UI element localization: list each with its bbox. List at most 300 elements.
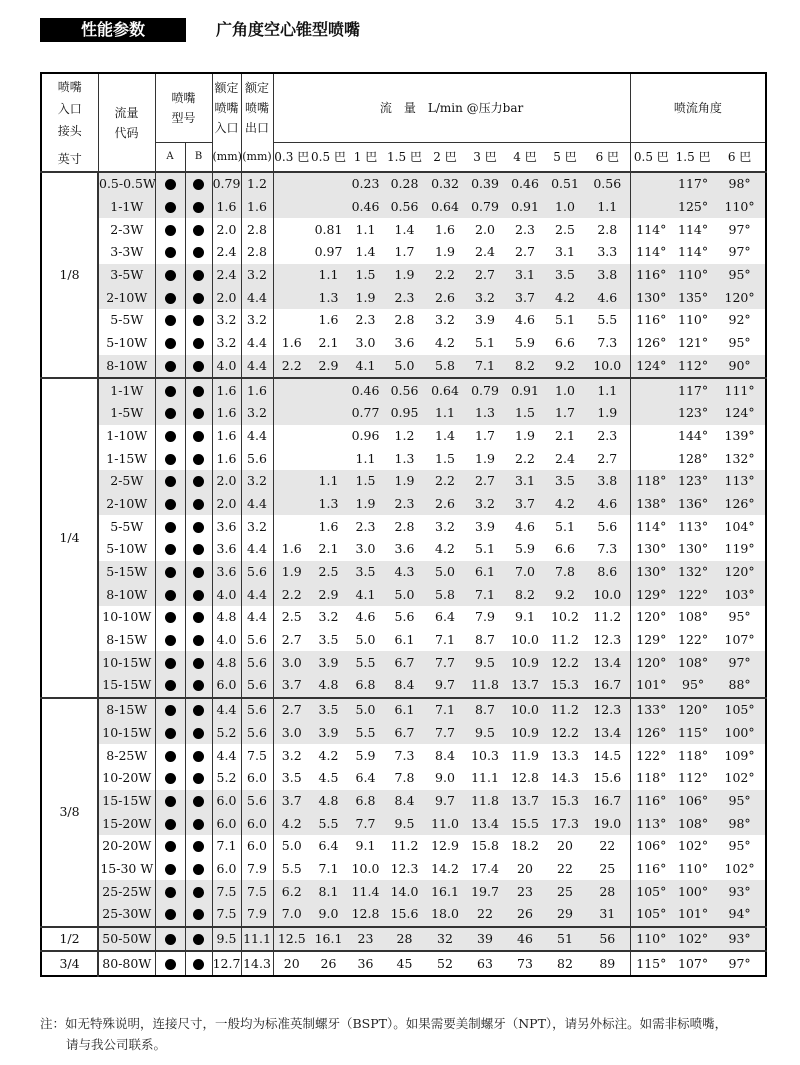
rated-outlet: 3.2	[241, 470, 273, 493]
flow-value: 1.6	[318, 312, 339, 328]
flow-value: 20	[517, 860, 533, 876]
flow-value: 18.0	[425, 903, 465, 927]
flow-value: 10.0	[351, 860, 380, 876]
flow-value: 2.1	[318, 335, 339, 351]
flow-value: 5.0	[355, 632, 376, 648]
angle-value: 117°	[672, 172, 714, 196]
model-a-cell	[155, 515, 185, 538]
model-a-available-icon	[165, 338, 176, 349]
model-a-cell	[155, 332, 185, 355]
angle-value: 120°	[636, 609, 667, 625]
rated-outlet: 4.4	[241, 355, 273, 379]
angle-value: 130°	[630, 561, 672, 584]
rated-inlet: 4.8	[212, 606, 241, 629]
rated-outlet: 4.4	[241, 286, 273, 309]
flow-value: 5.5	[347, 722, 384, 745]
angle-value: 144°	[678, 427, 709, 443]
table-row	[41, 951, 766, 976]
angle-value: 130°	[678, 541, 709, 557]
angle-value: 111°	[714, 378, 766, 402]
flow-value: 13.7	[505, 674, 545, 698]
flow-value: 8.6	[585, 561, 630, 584]
inlet-size: 1/2	[41, 927, 98, 952]
flow-value: 1.6	[318, 518, 339, 534]
flow-value: 1.5	[347, 264, 384, 287]
flow-value: 3.7	[505, 286, 545, 309]
flow-value: 3.9	[475, 312, 495, 328]
flow-value: 3.0	[273, 651, 310, 674]
model-b-available-icon	[193, 386, 204, 397]
flow-value: 1.6	[281, 541, 302, 557]
flow-value: 11.9	[511, 747, 539, 763]
header-inlet-label: 喷嘴入口接头	[57, 79, 82, 138]
table-row	[41, 241, 766, 264]
angle-value	[630, 402, 672, 425]
flow-value: 4.8	[310, 790, 347, 813]
flow-value: 3.7	[505, 493, 545, 516]
angle-value: 132°	[672, 561, 714, 584]
angle-value: 130°	[636, 541, 667, 557]
flow-code: 2-10W	[98, 493, 155, 516]
flow-value: 9.2	[545, 355, 585, 379]
flow-value: 7.7	[425, 651, 465, 674]
rated-outlet: 4.4	[241, 425, 273, 448]
flow-value: 0.56	[585, 172, 630, 196]
rated-outlet: 6.0	[241, 835, 273, 858]
flow-value: 5.8	[425, 355, 465, 379]
rated-inlet: 4.0	[212, 629, 241, 652]
flow-code: 10-20W	[98, 767, 155, 790]
flow-value	[310, 402, 347, 425]
model-a-available-icon	[165, 959, 176, 970]
flow-value: 12.5	[273, 927, 310, 952]
flow-value: 4.2	[318, 747, 339, 763]
flow-value: 9.1	[355, 838, 376, 854]
model-a-cell	[155, 812, 185, 835]
flow-value: 3.9	[475, 518, 495, 534]
flow-value: 31	[585, 903, 630, 927]
flow-value	[310, 172, 347, 196]
model-b-available-icon	[193, 247, 204, 258]
angle-value: 110°	[630, 927, 672, 952]
rated-inlet: 7.1	[212, 835, 241, 858]
angle-value: 121°	[678, 335, 709, 351]
flow-value: 11.2	[585, 606, 630, 629]
model-a-available-icon	[165, 270, 176, 281]
rated-inlet: 4.0	[212, 583, 241, 606]
table-row	[41, 767, 766, 790]
flow-value: 4.6	[355, 609, 376, 625]
flow-value: 2.5	[281, 609, 302, 625]
angle-value: 110°	[678, 312, 709, 328]
angle-value: 125°	[672, 196, 714, 219]
flow-value: 1.7	[545, 402, 585, 425]
flow-code: 25-25W	[98, 880, 155, 903]
table-row	[41, 651, 766, 674]
flow-value: 11.8	[465, 674, 505, 698]
flow-value: 18.2	[511, 838, 539, 854]
flow-value: 1.1	[310, 264, 347, 287]
flow-value: 1.9	[347, 286, 384, 309]
model-a-available-icon	[165, 315, 176, 326]
header-rated-outlet-label: 额定喷嘴出口	[244, 81, 269, 136]
flow-value: 7.1	[425, 698, 465, 722]
angle-value: 105°	[630, 880, 672, 903]
flow-value: 1.1	[585, 196, 630, 219]
model-a-cell	[155, 402, 185, 425]
angle-value: 92°	[728, 312, 751, 328]
angle-value: 97°	[714, 951, 766, 976]
angle-value	[630, 425, 672, 448]
model-a-available-icon	[165, 680, 176, 691]
flow-value: 4.3	[384, 561, 425, 584]
rated-outlet: 7.9	[241, 903, 273, 927]
angle-value: 93°	[714, 927, 766, 952]
rated-outlet: 5.6	[241, 674, 273, 698]
angle-value: 106°	[672, 790, 714, 813]
rated-outlet: 5.6	[241, 447, 273, 470]
model-a-available-icon	[165, 408, 176, 419]
flow-value: 5.0	[384, 355, 425, 379]
rated-inlet: 4.0	[212, 355, 241, 379]
flow-value: 2.7	[585, 447, 630, 470]
angle-value: 118°	[678, 747, 709, 763]
flow-value: 7.1	[465, 355, 505, 379]
flow-value: 1.3	[310, 286, 347, 309]
flow-value: 8.2	[505, 355, 545, 379]
model-b-available-icon	[193, 270, 204, 281]
flow-value: 10.0	[511, 632, 539, 648]
angle-value: 93°	[714, 880, 766, 903]
flow-code: 5-5W	[98, 309, 155, 332]
flow-value	[310, 447, 347, 470]
flow-value: 1.7	[394, 244, 415, 260]
angle-value: 100°	[714, 722, 766, 745]
flow-value: 8.2	[505, 583, 545, 606]
flow-value: 1.0	[545, 378, 585, 402]
flow-value: 8.1	[310, 880, 347, 903]
flow-value: 1.6	[281, 335, 302, 351]
flow-code: 10-15W	[98, 651, 155, 674]
flow-value: 5.6	[585, 515, 630, 538]
flow-value: 1.6	[435, 221, 455, 237]
model-a-cell	[155, 561, 185, 584]
table-row	[41, 447, 766, 470]
model-a-cell	[155, 880, 185, 903]
flow-value: 6.2	[273, 880, 310, 903]
flow-value: 3.0	[355, 541, 376, 557]
flow-value: 15.3	[545, 790, 585, 813]
flow-value	[273, 378, 310, 402]
model-b-cell	[185, 447, 212, 470]
table-row	[41, 812, 766, 835]
flow-value: 2.7	[515, 244, 535, 260]
table-row	[41, 286, 766, 309]
flow-value: 3.5	[318, 632, 339, 648]
flow-value: 1.9	[273, 561, 310, 584]
flow-code: 15-15W	[98, 790, 155, 813]
flow-value: 2.1	[555, 427, 575, 443]
inlet-size: 1/8	[41, 172, 98, 378]
flow-value: 73	[505, 951, 545, 976]
header-model	[155, 73, 212, 143]
rated-inlet: 5.2	[212, 767, 241, 790]
flow-value: 0.96	[351, 427, 380, 443]
angle-value: 107°	[672, 951, 714, 976]
model-b-cell	[185, 264, 212, 287]
flow-value: 11.4	[347, 880, 384, 903]
angle-value: 106°	[636, 838, 667, 854]
flow-code: 10-10W	[98, 606, 155, 629]
flow-value: 3.2	[465, 286, 505, 309]
flow-value	[273, 196, 310, 219]
angle-value: 97°	[714, 651, 766, 674]
flow-value: 3.8	[585, 470, 630, 493]
model-a-cell	[155, 858, 185, 881]
angle-value: 124°	[714, 402, 766, 425]
angle-value: 116°	[630, 790, 672, 813]
flow-code: 15-15W	[98, 674, 155, 698]
model-a-available-icon	[165, 751, 176, 762]
flow-value: 10.9	[505, 722, 545, 745]
flow-value: 7.0	[273, 903, 310, 927]
flow-value: 10.0	[585, 355, 630, 379]
flow-value: 56	[585, 927, 630, 952]
angle-value: 129°	[636, 632, 667, 648]
flow-value: 4.2	[545, 286, 585, 309]
model-a-available-icon	[165, 499, 176, 510]
flow-value: 36	[347, 951, 384, 976]
flow-value: 2.7	[281, 632, 302, 648]
model-a-cell	[155, 241, 185, 264]
flow-value: 89	[585, 951, 630, 976]
flow-value: 4.6	[585, 286, 630, 309]
table-row	[41, 606, 766, 629]
rated-outlet: 4.4	[241, 583, 273, 606]
angle-value: 115°	[672, 722, 714, 745]
flow-value: 2.5	[555, 221, 575, 237]
flow-value: 20	[557, 838, 573, 854]
model-b-cell	[185, 722, 212, 745]
rated-outlet: 2.8	[241, 241, 273, 264]
flow-value: 3.2	[465, 493, 505, 516]
flow-value: 0.77	[347, 402, 384, 425]
header-pressure: 4 巴	[505, 143, 545, 173]
model-a-cell	[155, 218, 185, 241]
model-a-available-icon	[165, 658, 176, 669]
flow-value: 3.3	[585, 241, 630, 264]
model-a-available-icon	[165, 386, 176, 397]
model-a-available-icon	[165, 887, 176, 898]
angle-value: 98°	[714, 172, 766, 196]
rated-outlet: 3.2	[241, 515, 273, 538]
model-a-available-icon	[165, 705, 176, 716]
rated-outlet: 5.6	[241, 698, 273, 722]
flow-value: 5.1	[475, 541, 495, 557]
model-b-available-icon	[193, 179, 204, 190]
model-a-available-icon	[165, 841, 176, 852]
flow-value: 13.7	[505, 790, 545, 813]
angle-value: 94°	[714, 903, 766, 927]
flow-value: 17.4	[471, 860, 499, 876]
model-b-available-icon	[193, 202, 204, 213]
model-a-cell	[155, 651, 185, 674]
model-b-available-icon	[193, 499, 204, 510]
table-row	[41, 172, 766, 196]
flow-value: 6.1	[465, 561, 505, 584]
angle-value: 139°	[724, 427, 755, 443]
flow-value: 1.1	[310, 470, 347, 493]
rated-inlet: 4.8	[212, 651, 241, 674]
flow-value: 51	[545, 927, 585, 952]
flow-value: 2.4	[475, 244, 495, 260]
flow-value: 0.97	[314, 244, 343, 260]
angle-value: 138°	[630, 493, 672, 516]
table-row	[41, 332, 766, 355]
angle-value: 123°	[672, 402, 714, 425]
flow-value: 5.5	[310, 812, 347, 835]
flow-value: 0.23	[347, 172, 384, 196]
header-pressure: 3 巴	[465, 143, 505, 173]
flow-value: 2.1	[318, 541, 339, 557]
flow-value: 2.3	[355, 312, 376, 328]
flow-value: 19.0	[585, 812, 630, 835]
rated-outlet: 5.6	[241, 790, 273, 813]
model-b-available-icon	[193, 225, 204, 236]
flow-value: 5.1	[555, 518, 575, 534]
rated-inlet: 2.0	[212, 470, 241, 493]
flow-code: 5-15W	[98, 561, 155, 584]
model-b-cell	[185, 172, 212, 196]
flow-value: 3.2	[318, 609, 339, 625]
angle-value: 114°	[678, 221, 709, 237]
angle-value: 136°	[672, 493, 714, 516]
flow-value: 15.5	[505, 812, 545, 835]
performance-table	[40, 72, 767, 977]
model-a-available-icon	[165, 454, 176, 465]
flow-value: 1.1	[355, 450, 376, 466]
inlet-size: 3/4	[41, 951, 98, 976]
flow-value: 11.2	[545, 698, 585, 722]
flow-value: 0.39	[465, 172, 505, 196]
rated-outlet: 1.2	[241, 172, 273, 196]
angle-value: 113°	[714, 470, 766, 493]
model-b-cell	[185, 835, 212, 858]
flow-value	[273, 470, 310, 493]
flow-value: 2.9	[310, 355, 347, 379]
rated-inlet: 3.2	[212, 332, 241, 355]
flow-value: 11.2	[551, 632, 579, 648]
rated-inlet: 2.0	[212, 286, 241, 309]
rated-outlet: 4.4	[241, 493, 273, 516]
flow-value	[273, 172, 310, 196]
flow-value: 3.5	[310, 698, 347, 722]
model-b-available-icon	[193, 567, 204, 578]
flow-value: 0.28	[384, 172, 425, 196]
rated-inlet: 4.4	[212, 744, 241, 767]
angle-value: 95°	[728, 335, 751, 351]
model-a-available-icon	[165, 909, 176, 920]
model-b-available-icon	[193, 361, 204, 372]
flow-value: 0.32	[425, 172, 465, 196]
flow-code: 80-80W	[98, 951, 155, 976]
flow-value: 0.64	[425, 378, 465, 402]
flow-code: 8-10W	[98, 355, 155, 379]
header-rated-inlet	[212, 73, 241, 143]
flow-value: 10.0	[585, 583, 630, 606]
model-b-available-icon	[193, 751, 204, 762]
flow-value: 1.1	[585, 378, 630, 402]
angle-value: 122°	[672, 583, 714, 606]
flow-value: 7.7	[347, 812, 384, 835]
angle-value: 113°	[678, 518, 709, 534]
table-row	[41, 264, 766, 287]
flow-value	[273, 447, 310, 470]
header-inlet	[41, 73, 98, 172]
flow-value: 7.1	[435, 632, 455, 648]
angle-value: 108°	[672, 812, 714, 835]
rated-inlet: 5.2	[212, 722, 241, 745]
flow-code: 10-15W	[98, 722, 155, 745]
flow-code: 1-5W	[98, 402, 155, 425]
flow-value: 0.46	[347, 378, 384, 402]
flow-value: 6.8	[347, 790, 384, 813]
model-b-cell	[185, 606, 212, 629]
model-b-available-icon	[193, 315, 204, 326]
flow-value	[310, 196, 347, 219]
rated-inlet: 6.0	[212, 858, 241, 881]
model-a-cell	[155, 493, 185, 516]
model-a-available-icon	[165, 796, 176, 807]
flow-value: 9.1	[515, 609, 535, 625]
rated-inlet: 9.5	[212, 927, 241, 952]
flow-value: 14.3	[551, 770, 579, 786]
model-b-available-icon	[193, 887, 204, 898]
model-a-cell	[155, 722, 185, 745]
table-row	[41, 425, 766, 448]
inlet-size: 3/8	[41, 698, 98, 927]
table-row	[41, 790, 766, 813]
model-b-cell	[185, 402, 212, 425]
table-row	[41, 835, 766, 858]
table-row	[41, 674, 766, 698]
flow-value: 6.1	[384, 698, 425, 722]
flow-value: 4.5	[318, 770, 339, 786]
model-b-available-icon	[193, 522, 204, 533]
footnote-line-2: 请与我公司联系。	[66, 1037, 167, 1052]
model-b-available-icon	[193, 476, 204, 487]
flow-value: 0.46	[505, 172, 545, 196]
flow-value: 1.9	[475, 450, 495, 466]
flow-value: 5.0	[281, 838, 302, 854]
model-a-available-icon	[165, 819, 176, 830]
rated-inlet: 0.79	[212, 172, 241, 196]
angle-value: 102°	[678, 838, 709, 854]
rated-outlet: 7.9	[241, 858, 273, 881]
flow-value: 3.9	[310, 722, 347, 745]
footnote-line-1: 注：如无特殊说明，连接尺寸，一般均为标准英制螺牙（BSPT）。如果需要美制螺牙（NPT），请另外标注。如需非标喷嘴，	[40, 1016, 728, 1031]
model-b-cell	[185, 425, 212, 448]
model-a-available-icon	[165, 635, 176, 646]
flow-value: 13.4	[465, 812, 505, 835]
model-a-available-icon	[165, 728, 176, 739]
angle-value: 135°	[672, 286, 714, 309]
table-row	[41, 538, 766, 561]
flow-value: 14.5	[585, 744, 630, 767]
model-a-available-icon	[165, 476, 176, 487]
model-b-cell	[185, 812, 212, 835]
flow-value: 16.7	[585, 790, 630, 813]
